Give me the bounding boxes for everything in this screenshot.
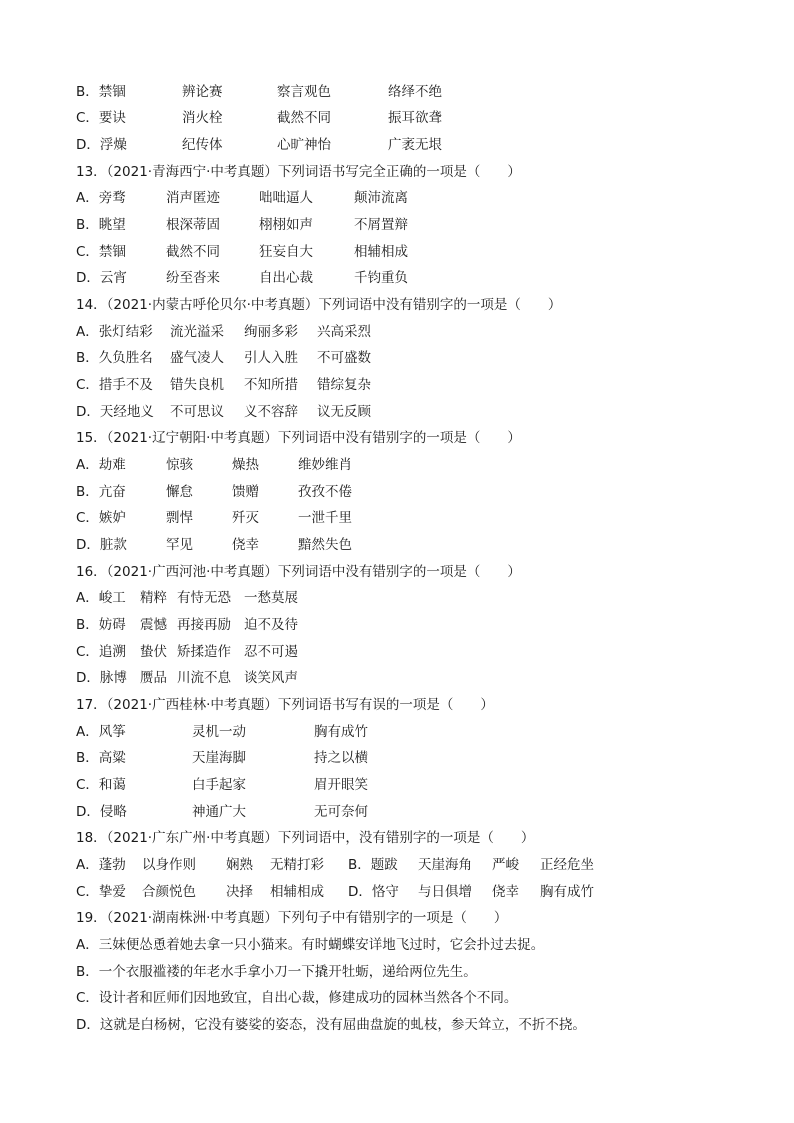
option-word: 维妙维肖 xyxy=(298,457,352,473)
option-word: 白手起家 xyxy=(192,777,246,793)
option-word: 惊骇 xyxy=(166,457,193,473)
option-label: C．嫉妒 xyxy=(76,510,126,526)
option-label: B．妨碍 xyxy=(76,617,126,633)
option-word: 矫揉造作 xyxy=(177,644,231,660)
option-word: 狂妄自大 xyxy=(259,244,313,260)
option-word: 不知所措 xyxy=(244,377,298,393)
option-word: 馈赠 xyxy=(232,484,259,500)
option-word: 相辅相成 xyxy=(270,884,324,900)
option-word: 正经危坐 xyxy=(540,857,594,873)
option-label: D．云宵 xyxy=(76,270,127,286)
option-word: 络绎不绝 xyxy=(388,84,442,100)
option-label: B．高粱 xyxy=(76,750,126,766)
option-word: 咄咄逼人 xyxy=(259,190,313,206)
option-label: B．眺望 xyxy=(76,217,126,233)
option-word: 辨论赛 xyxy=(182,84,223,100)
option-word: 决择 xyxy=(226,884,253,900)
q15-title: 15．（2021·辽宁朝阳·中考真题）下列词语中没有错别字的一项是（ ） xyxy=(76,430,521,446)
q13-title: 13．（2021·青海西宁·中考真题）下列词语书写完全正确的一项是（ ） xyxy=(76,164,521,180)
option-word: 栩栩如声 xyxy=(259,217,313,233)
option-word: 议无反顾 xyxy=(317,404,371,420)
option-word: 黯然失色 xyxy=(298,537,352,553)
option-word: 忍不可遏 xyxy=(244,644,298,660)
option-label: D．侵略 xyxy=(76,804,127,820)
option-word: 侥幸 xyxy=(232,537,259,553)
option-label: B．亢奋 xyxy=(76,484,126,500)
option-word: 孜孜不倦 xyxy=(298,484,352,500)
option-word: 神通广大 xyxy=(192,804,246,820)
option-word: 与日俱增 xyxy=(418,884,472,900)
option-label: A．劫难 xyxy=(76,457,126,473)
option-label: A．张灯结彩 xyxy=(76,324,153,340)
option-word: 娴熟 xyxy=(226,857,253,873)
option-word: 眉开眼笑 xyxy=(314,777,368,793)
q19-option-b[interactable]: B．一个衣服褴褛的年老水手拿小刀一下撬开牡蛎，递给两位先生。 xyxy=(76,964,477,980)
option-word: 自出心裁 xyxy=(259,270,313,286)
q18-option-b-label[interactable]: B．题跋 xyxy=(348,857,398,873)
option-word: 灵机一动 xyxy=(192,724,246,740)
option-label: B．禁锢 xyxy=(76,84,126,100)
option-word: 相辅相成 xyxy=(354,244,408,260)
option-word: 合颜悦色 xyxy=(142,884,196,900)
option-word: 胸有成竹 xyxy=(540,884,594,900)
option-label: C．要诀 xyxy=(76,110,126,126)
option-label: B．久负胜名 xyxy=(76,350,153,366)
q19-option-d[interactable]: D．这就是白杨树，它没有婆娑的姿态，没有屈曲盘旋的虬枝，参天耸立，不折不挠。 xyxy=(76,1017,586,1033)
option-word: 严峻 xyxy=(492,857,519,873)
option-word: 侥幸 xyxy=(492,884,519,900)
q18-option-c-label[interactable]: C．挚爱 xyxy=(76,884,126,900)
option-word: 不屑置辩 xyxy=(354,217,408,233)
option-word: 以身作则 xyxy=(142,857,196,873)
option-word: 有恃无恐 xyxy=(177,590,231,606)
option-word: 绚丽多彩 xyxy=(244,324,298,340)
q18-option-d-label[interactable]: D．恪守 xyxy=(348,884,399,900)
q19-title: 19．（2021·湖南株洲·中考真题）下列句子中有错别字的一项是（ ） xyxy=(76,910,508,926)
option-word: 天崖海脚 xyxy=(192,750,246,766)
q18-option-a-label[interactable]: A．蓬勃 xyxy=(76,857,126,873)
option-label: C．追溯 xyxy=(76,644,126,660)
option-word: 不可思议 xyxy=(170,404,224,420)
option-label: A．旁骛 xyxy=(76,190,126,206)
option-label: A．峻工 xyxy=(76,590,126,606)
option-word: 错失良机 xyxy=(170,377,224,393)
option-word: 流光溢采 xyxy=(170,324,224,340)
option-word: 天崖海角 xyxy=(418,857,472,873)
option-label: D．脉博 xyxy=(76,670,127,686)
option-word: 错综复杂 xyxy=(317,377,371,393)
option-word: 纷至沓来 xyxy=(166,270,220,286)
option-word: 川流不息 xyxy=(177,670,231,686)
option-word: 察言观色 xyxy=(277,84,331,100)
option-word: 心旷神怡 xyxy=(277,137,331,153)
option-word: 谈笑风声 xyxy=(244,670,298,686)
option-word: 精粹 xyxy=(140,590,167,606)
option-word: 盛气凌人 xyxy=(170,350,224,366)
option-word: 纪传体 xyxy=(182,137,223,153)
option-word: 义不容辞 xyxy=(244,404,298,420)
option-word: 截然不同 xyxy=(166,244,220,260)
option-word: 兴高采烈 xyxy=(317,324,371,340)
q19-option-a[interactable]: A．三妹便怂恿着她去拿一只小猫来。有时蝴蝶安详地飞过时，它会扑过去捉。 xyxy=(76,937,545,953)
option-word: 懈怠 xyxy=(166,484,193,500)
option-label: C．禁锢 xyxy=(76,244,126,260)
option-label: D．浮燥 xyxy=(76,137,127,153)
option-word: 一愁莫展 xyxy=(244,590,298,606)
option-word: 剽悍 xyxy=(166,510,193,526)
option-label: A．风筝 xyxy=(76,724,126,740)
option-word: 歼灭 xyxy=(232,510,259,526)
q16-title: 16．（2021·广西河池·中考真题）下列词语中没有错别字的一项是（ ） xyxy=(76,564,521,580)
option-label: C．措手不及 xyxy=(76,377,153,393)
option-word: 一泄千里 xyxy=(298,510,352,526)
option-word: 蛰伏 xyxy=(140,644,167,660)
q19-option-c[interactable]: C．设计者和匠师们因地致宜，自出心裁，修建成功的园林当然各个不同。 xyxy=(76,990,518,1006)
option-word: 再接再励 xyxy=(177,617,231,633)
option-word: 消火栓 xyxy=(182,110,223,126)
option-word: 罕见 xyxy=(166,537,193,553)
option-word: 截然不同 xyxy=(277,110,331,126)
option-word: 振耳欲聋 xyxy=(388,110,442,126)
option-word: 无可奈何 xyxy=(314,804,368,820)
option-word: 持之以横 xyxy=(314,750,368,766)
option-word: 千钧重负 xyxy=(354,270,408,286)
option-word: 震憾 xyxy=(140,617,167,633)
option-label: C．和蔼 xyxy=(76,777,126,793)
option-word: 迫不及待 xyxy=(244,617,298,633)
option-label: D．天经地义 xyxy=(76,404,154,420)
option-word: 胸有成竹 xyxy=(314,724,368,740)
q18-title: 18．（2021·广东广州·中考真题）下列词语中，没有错别字的一项是（ ） xyxy=(76,830,535,846)
option-word: 赝品 xyxy=(140,670,167,686)
option-label: D．脏款 xyxy=(76,537,127,553)
option-word: 广袤无垠 xyxy=(388,137,442,153)
option-word: 燥热 xyxy=(232,457,259,473)
option-word: 消声匿迹 xyxy=(166,190,220,206)
option-word: 无精打彩 xyxy=(270,857,324,873)
option-word: 颠沛流离 xyxy=(354,190,408,206)
option-word: 不可盛数 xyxy=(317,350,371,366)
option-word: 引人入胜 xyxy=(244,350,298,366)
q17-title: 17．（2021·广西桂林·中考真题）下列词语书写有误的一项是（ ） xyxy=(76,697,494,713)
q14-title: 14．（2021·内蒙古呼伦贝尔·中考真题）下列词语中没有错别字的一项是（ ） xyxy=(76,297,562,313)
option-word: 根深蒂固 xyxy=(166,217,220,233)
